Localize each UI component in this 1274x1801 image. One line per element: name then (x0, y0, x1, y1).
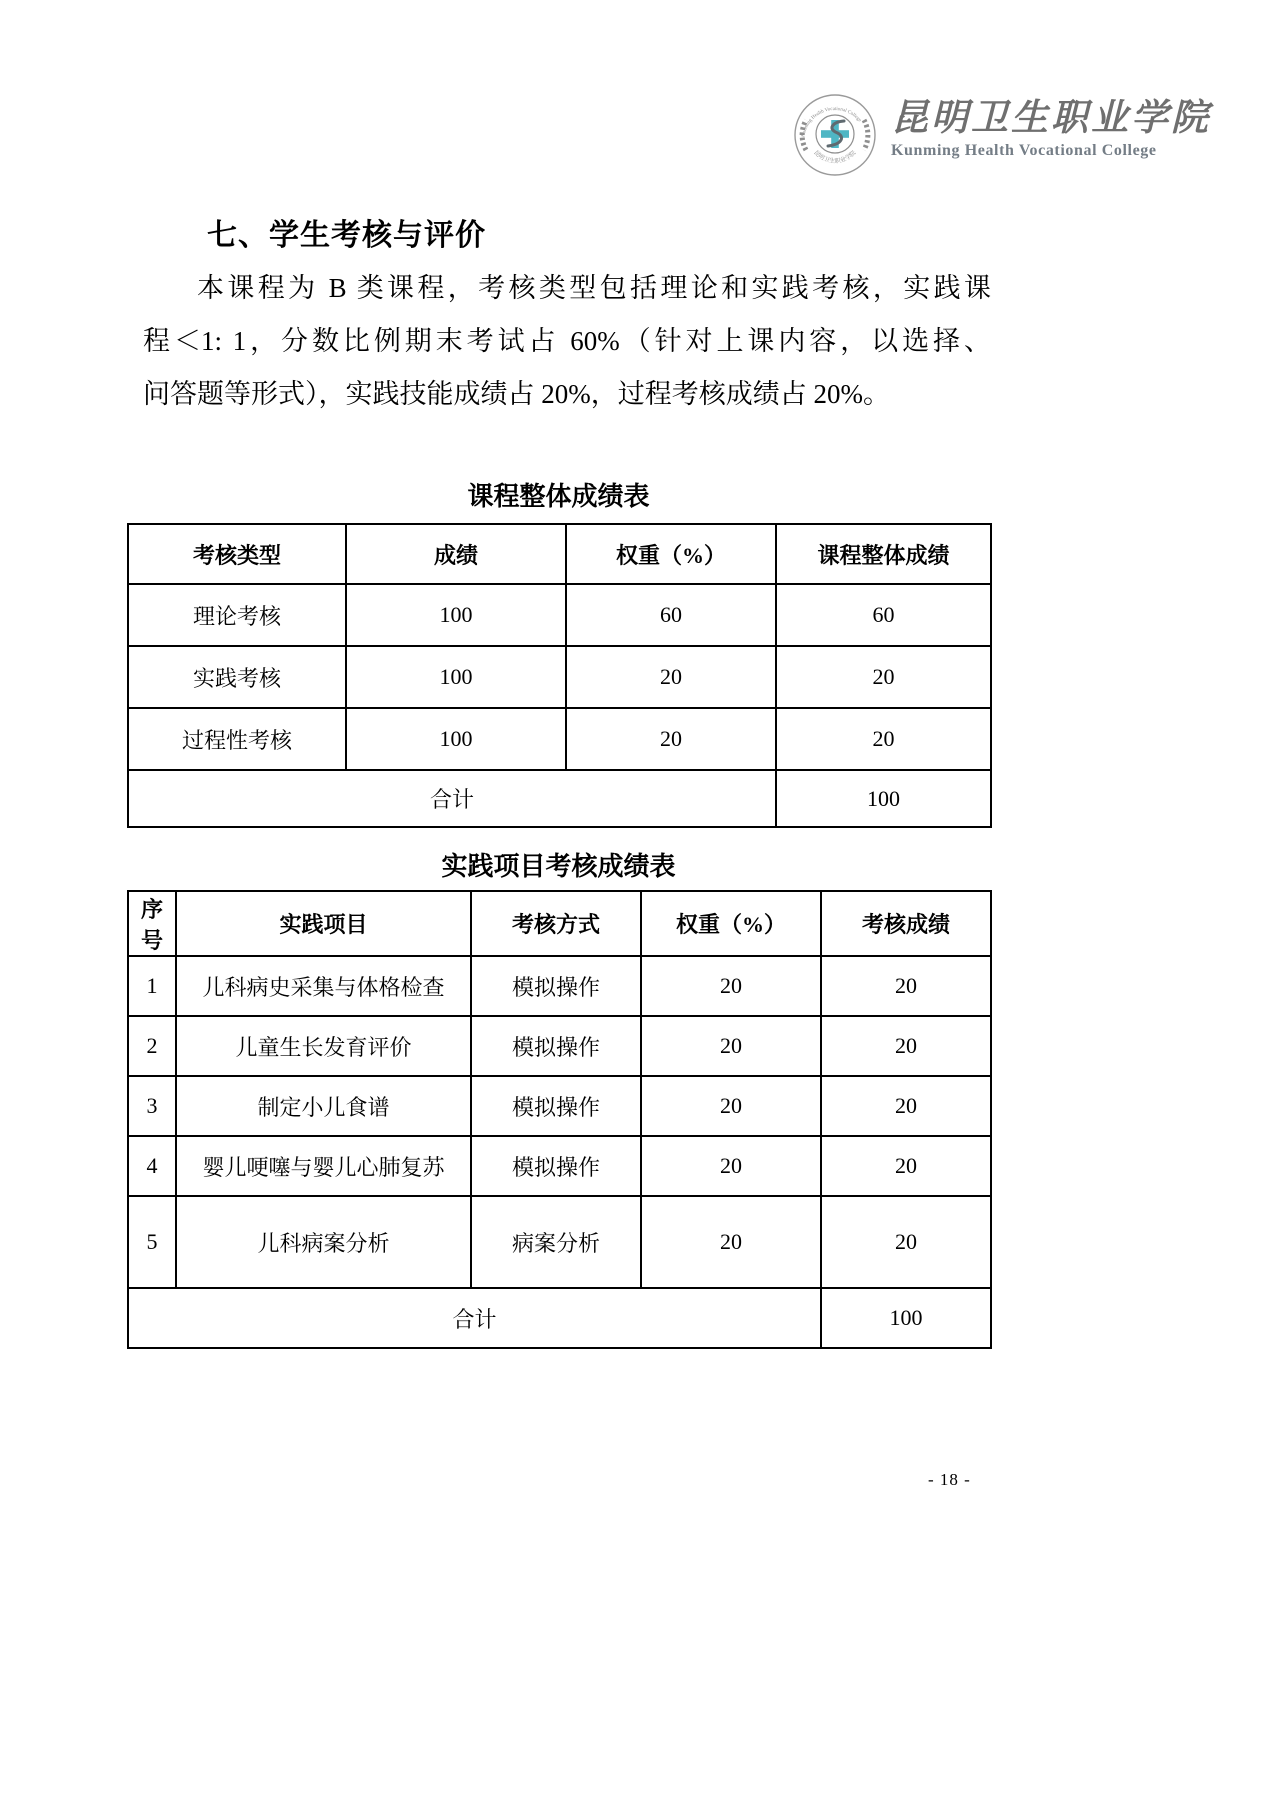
score-table-body (128, 584, 991, 770)
cell: 3 (128, 1076, 176, 1136)
page-number: - 18 - (928, 1470, 971, 1489)
cell: 20 (821, 1076, 991, 1136)
cell: 60 (566, 584, 776, 646)
cell: 20 (641, 1196, 821, 1288)
cell: 模拟操作 (471, 1076, 641, 1136)
cell: 20 (641, 956, 821, 1016)
practice-table-title: 实践项目考核成绩表 (441, 852, 676, 881)
table-row (128, 646, 991, 708)
cell: 理论考核 (128, 584, 346, 646)
cell: 儿科病案分析 (176, 1196, 471, 1288)
cell: 婴儿哽噻与婴儿心肺复苏 (176, 1136, 471, 1196)
cell: 20 (821, 1016, 991, 1076)
header-cell: 考核方式 (471, 891, 641, 956)
section-heading: 七、学生考核与评价 (207, 219, 486, 252)
college-name-zh: 昆明卫生职业学院 (891, 98, 1211, 139)
cell: 20 (821, 956, 991, 1016)
college-seal-icon (793, 93, 877, 177)
cell: 模拟操作 (471, 1136, 641, 1196)
college-name-en: Kunming Health Vocational College (891, 142, 1157, 159)
paragraph-line: 程＜1: 1，分数比例期末考试占 60%（针对上课内容，以选择、 (143, 326, 991, 356)
cell: 1 (128, 956, 176, 1016)
seal-laurel-right (864, 120, 868, 150)
header-cell: 权重（%） (641, 891, 821, 956)
total-value-cell: 100 (821, 1288, 991, 1348)
total-value-cell: 100 (776, 770, 991, 827)
cell: 20 (641, 1016, 821, 1076)
header-cell: 考核类型 (128, 524, 346, 584)
cell: 制定小儿食谱 (176, 1076, 471, 1136)
cell: 儿童生长发育评价 (176, 1016, 471, 1076)
section-paragraph (143, 262, 991, 421)
practice-table-total-row (128, 1288, 991, 1348)
paragraph-line: 问答题等形式），实践技能成绩占 20%，过程考核成绩占 20%。 (143, 379, 890, 409)
header-cell: 课程整体成绩 (776, 524, 991, 584)
cell: 20 (776, 646, 991, 708)
cell: 病案分析 (471, 1196, 641, 1288)
practice-table-header-row (128, 891, 991, 956)
cell: 20 (641, 1136, 821, 1196)
cell: 100 (346, 708, 566, 770)
cell: 20 (566, 708, 776, 770)
practice-table (127, 890, 992, 1349)
table-row (128, 1016, 991, 1076)
cell: 过程性考核 (128, 708, 346, 770)
header-cell: 实践项目 (176, 891, 471, 956)
seal-arc-text-top: Kunming Health Vocational College (801, 106, 862, 138)
table-row (128, 1076, 991, 1136)
cell: 100 (346, 646, 566, 708)
college-name-block (891, 93, 1211, 160)
table-row (128, 1196, 991, 1288)
cell: 60 (776, 584, 991, 646)
cell: 20 (641, 1076, 821, 1136)
score-table-total-row (128, 770, 991, 827)
cell: 20 (821, 1136, 991, 1196)
table-row (128, 708, 991, 770)
header-cell: 序号 (128, 891, 176, 956)
score-table-title: 课程整体成绩表 (467, 482, 650, 511)
cell: 20 (821, 1196, 991, 1288)
header-cell: 权重（%） (566, 524, 776, 584)
cell: 20 (566, 646, 776, 708)
paragraph-line: 本课程为 B 类课程，考核类型包括理论和实践考核，实践课 (197, 273, 991, 303)
header-cell: 成绩 (346, 524, 566, 584)
score-table (127, 523, 992, 828)
table-row (128, 584, 991, 646)
cell: 儿科病史采集与体格检查 (176, 956, 471, 1016)
table-row (128, 1136, 991, 1196)
cell: 4 (128, 1136, 176, 1196)
total-label-cell: 合计 (128, 1288, 821, 1348)
practice-table-body (128, 956, 991, 1288)
total-label-cell: 合计 (128, 770, 776, 827)
header-cell: 考核成绩 (821, 891, 991, 956)
cell: 20 (776, 708, 991, 770)
table-row (128, 956, 991, 1016)
cell: 2 (128, 1016, 176, 1076)
cell: 模拟操作 (471, 956, 641, 1016)
seal-arc-text-bottom: 昆明卫生职业学院 (812, 149, 858, 165)
cell: 100 (346, 584, 566, 646)
score-table-header-row (128, 524, 991, 584)
cell: 模拟操作 (471, 1016, 641, 1076)
cell: 实践考核 (128, 646, 346, 708)
college-logo (793, 93, 1211, 177)
cell: 5 (128, 1196, 176, 1288)
